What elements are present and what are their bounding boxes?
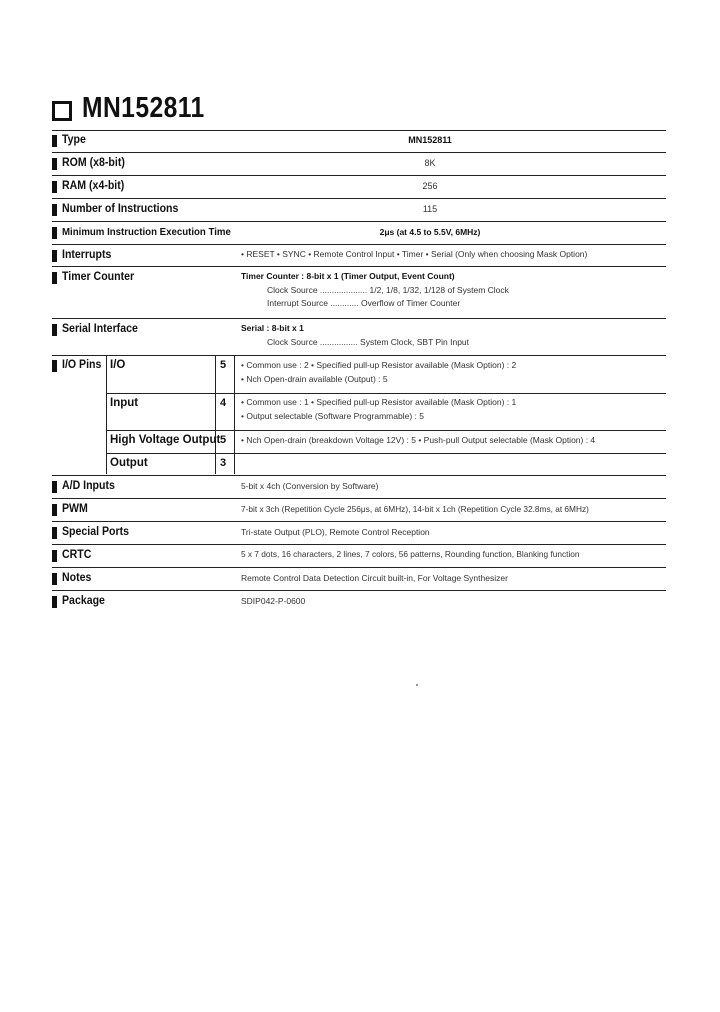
spec-label: I/O Pins [62,359,102,371]
spec-value-min-exec: 2μs (at 4.5 to 5.5V, 6MHz) [379,227,481,237]
bullet-bar-icon [52,550,57,562]
bullet-bar-icon [52,573,57,585]
timer-line-1: Timer Counter : 8-bit x 1 (Timer Output, Event Count) [241,271,455,281]
hv-output-pin-name: High Voltage Output [110,434,221,446]
page-title [52,92,226,125]
spec-value-ad-inputs: 5-bit x 4ch (Conversion by Software) [241,481,379,491]
divider [52,130,666,131]
hv-output-line-1: • Nch Open-drain (breakdown Voltage 12V) : 5 • Push-pull Output selectable (Mask Option) : 4 [241,435,596,445]
spec-label: Serial Interface [62,323,138,335]
spec-value-special-ports: Tri-state Output (PLO), Remote Control Reception [241,527,430,537]
input-pin-count: 4 [220,397,227,409]
io-pin-name: I/O [110,359,126,371]
divider [52,266,666,267]
divider [52,175,666,176]
spec-value-interrupts: • RESET • SYNC • Remote Control Input • Timer • Serial (Only when choosing Mask Option) [241,249,588,259]
io-line-2: • Nch Open-drain available (Output) : 5 [241,374,388,384]
divider [52,521,666,522]
bullet-bar-icon [52,272,57,284]
divider [52,198,666,199]
spec-label: Special Ports [62,526,130,538]
input-pin-name: Input [110,397,139,409]
divider [52,355,666,356]
hv-output-pin-count: 5 [220,434,227,446]
bullet-bar-icon [52,250,57,262]
spec-label: ROM (x8-bit) [62,157,125,169]
bullet-bar-icon [52,481,57,493]
spec-value-notes: Remote Control Data Detection Circuit built-in, For Voltage Synthesizer [241,573,508,583]
divider [215,355,216,474]
spec-value-rom: 8K [424,158,436,168]
spec-label: Notes [62,572,92,584]
spec-value-pwm: 7-bit x 3ch (Repetition Cycle 256μs, at 6MHz), 14-bit x 1ch (Repetition Cycle 32.8ms, at 6MHz) [241,504,589,514]
divider [106,453,666,454]
divider [52,475,666,476]
divider [234,355,235,474]
divider [52,152,666,153]
spec-value-instructions: 115 [422,204,438,214]
spec-label: RAM (x4-bit) [62,180,125,192]
divider [106,355,107,474]
spec-value-crtc: 5 x 7 dots, 16 characters, 2 lines, 7 colors, 56 patterns, Rounding function, Blanking function [241,549,580,559]
spec-label: Package [62,595,105,607]
bullet-bar-icon [52,324,57,336]
bullet-bar-icon [52,527,57,539]
divider [52,221,666,222]
output-pin-count: 3 [220,457,227,469]
bullet-bar-icon [52,596,57,608]
divider [52,544,666,545]
serial-line-1: Serial : 8-bit x 1 [241,323,304,333]
spec-label: CRTC [62,549,92,561]
spec-label: Interrupts [62,249,112,261]
timer-line-3: Interrupt Source ............ Overflow of Timer Counter [267,298,461,308]
bullet-bar-icon [52,135,57,147]
input-line-1: • Common use : 1 • Specified pull-up Resistor available (Mask Option) : 1 [241,397,517,407]
divider [106,393,666,394]
spec-value-package: SDIP042-P-0600 [241,596,306,606]
spec-label: Number of Instructions [62,203,179,215]
divider [52,498,666,499]
bullet-bar-icon [52,360,57,372]
speck [416,684,418,686]
spec-label: Type [62,134,86,146]
serial-line-2: Clock Source ................ System Clock, SBT Pin Input [267,337,470,347]
timer-line-2: Clock Source .................... 1/2, 1/8, 1/32, 1/128 of System Clock [267,285,509,295]
io-line-1: • Common use : 2 • Specified pull-up Resistor available (Mask Option) : 2 [241,360,517,370]
spec-label: Minimum Instruction Execution Time [62,226,231,238]
checkbox-square-icon [52,101,72,121]
spec-label: PWM [62,503,88,515]
bullet-bar-icon [52,158,57,170]
input-line-2: • Output selectable (Software Programmable) : 5 [241,411,424,421]
output-pin-name: Output [110,457,148,469]
divider [52,567,666,568]
spec-value-ram: 256 [422,181,438,191]
divider [52,318,666,319]
spec-value-type: MN152811 [408,135,452,145]
divider [52,244,666,245]
title-text: MN152811 [82,92,205,124]
spec-label: A/D Inputs [62,480,115,492]
bullet-bar-icon [52,181,57,193]
bullet-bar-icon [52,227,57,239]
bullet-bar-icon [52,504,57,516]
io-pin-count: 5 [220,359,227,371]
divider [106,430,666,431]
divider [52,590,666,591]
bullet-bar-icon [52,204,57,216]
spec-label: Timer Counter [62,271,135,283]
